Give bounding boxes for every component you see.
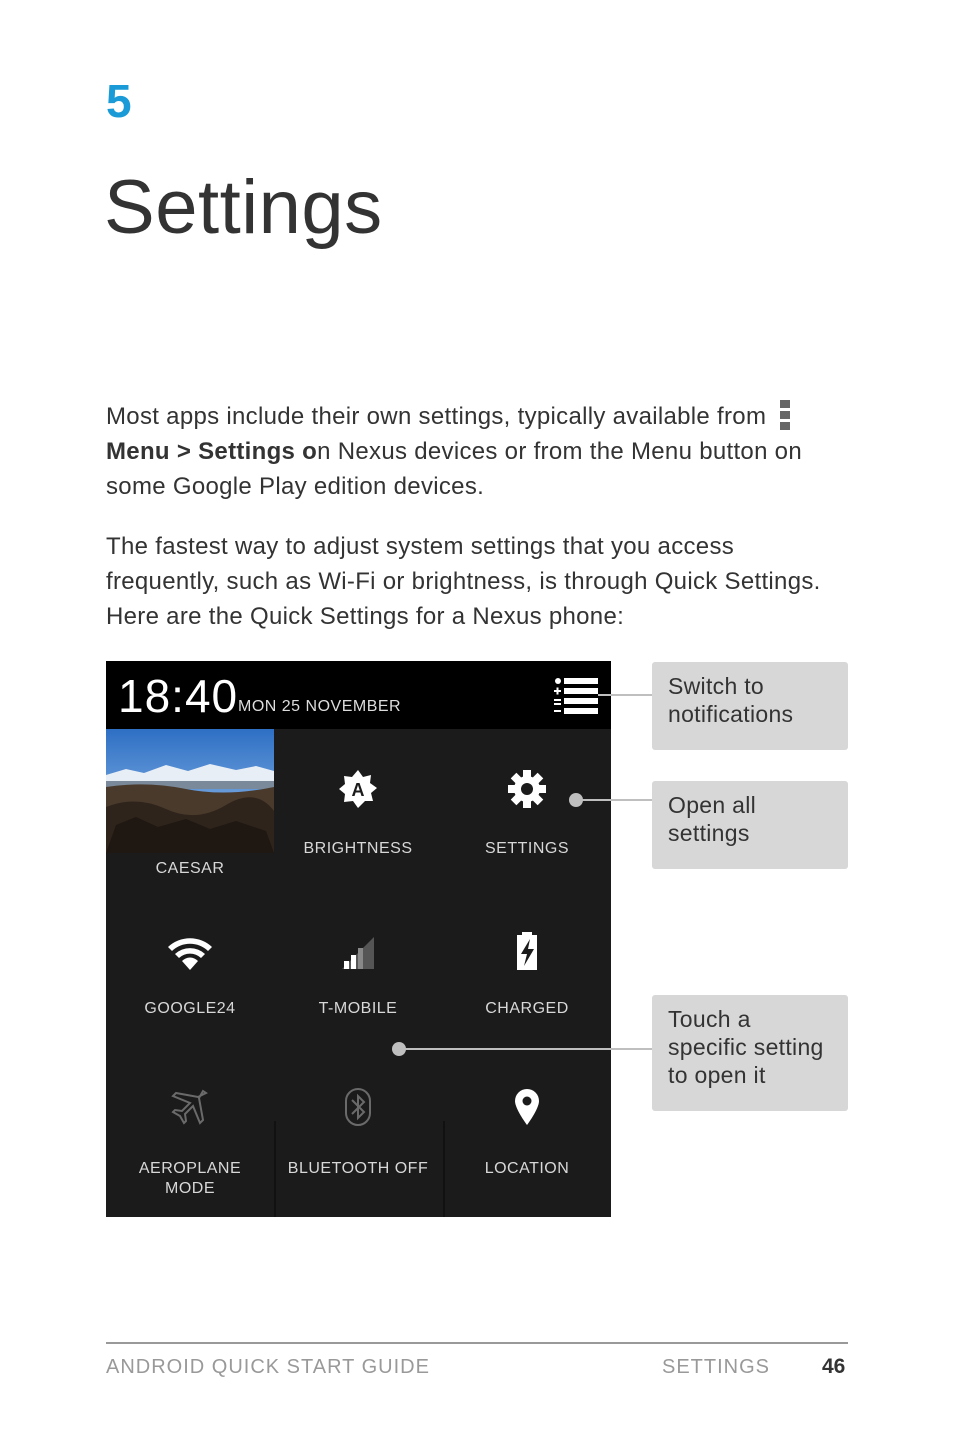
tile-aeroplane-mode[interactable] [106,1049,274,1217]
tile-label-settings: SETTINGS [484,840,569,857]
callout-1-line2: notifications [668,701,794,727]
svg-text:A: A [351,780,365,800]
quick-settings-screenshot [106,661,611,1217]
chapter-number: 5 [106,75,132,127]
para1-text-b: n Nexus devices or from the Menu button on some Google Play edition devices. [106,438,802,500]
tile-label-user: CAESAR [155,860,225,877]
quick-settings-header [106,661,611,729]
para1-text-a: Most apps include their own settings, typically available from [106,403,767,430]
callout-1-line1: Switch to [668,673,765,699]
brightness-auto-icon [338,769,378,809]
callout-line-notifications [598,694,652,696]
callout-3-line1: Touch a [668,1006,751,1032]
tile-label-aeroplane [106,1159,274,1199]
notifications-list-icon[interactable] [554,677,600,715]
user-photo [106,729,274,853]
callout-3-line2: specific setting [668,1034,824,1060]
callout-open-settings [652,781,848,869]
wifi-icon [166,933,214,973]
callout-line-settings [576,799,652,801]
chapter-title: Settings [104,165,383,250]
gear-icon [507,769,547,809]
callout-2-line1: Open all [668,792,757,818]
bluetooth-icon [338,1087,378,1127]
tile-mobile-network[interactable] [274,889,442,1049]
airplane-icon [170,1089,210,1129]
tile-location[interactable] [443,1049,611,1217]
tile-label-location: LOCATION [484,1160,570,1177]
tile-label-bluetooth: BLUETOOTH OFF [287,1160,429,1177]
tile-bluetooth[interactable] [274,1049,442,1217]
overflow-menu-icon [780,400,790,430]
date: MON 25 NOVEMBER [238,698,402,715]
signal-icon [338,933,378,973]
tile-wifi[interactable] [106,889,274,1049]
tile-battery[interactable] [443,889,611,1049]
tile-settings[interactable] [443,729,611,889]
tile-label-wifi: GOOGLE24 [144,1000,236,1017]
callout-switch-notifications [652,662,848,750]
callout-2-line2: settings [668,820,750,846]
battery-charging-icon [507,931,547,971]
tile-divider [274,1121,276,1217]
location-pin-icon [507,1087,547,1127]
tile-label-mobile: T-MOBILE [318,1000,398,1017]
tile-label-aeroplane-line1: AEROPLANE [138,1160,242,1177]
tile-label-aeroplane-line2: MODE [165,1180,215,1197]
tile-label-brightness: BRIGHTNESS [303,840,413,857]
callout-specific-setting [652,995,848,1111]
footer-divider [106,1342,848,1344]
para1-bold: Menu > Settings o [106,438,318,465]
clock: 18:40 [118,670,239,722]
callout-line-specific [399,1048,652,1050]
footer-section-name: SETTINGS [662,1356,771,1378]
tile-brightness[interactable] [274,729,442,889]
tile-label-battery: CHARGED [485,1000,569,1017]
page-number: 46 [822,1355,846,1378]
callout-3-line3: to open it [668,1062,766,1088]
footer-guide-title: ANDROID QUICK START GUIDE [106,1356,430,1378]
intro-paragraph-1 [106,399,846,504]
tile-user[interactable] [106,729,274,889]
intro-paragraph-2: The fastest way to adjust system settings that you access frequently, such as Wi-Fi or brightness, is through Quick Settings. Here are the Quick Settings for a Nexus phone: [106,533,821,630]
tile-divider [443,1121,445,1217]
